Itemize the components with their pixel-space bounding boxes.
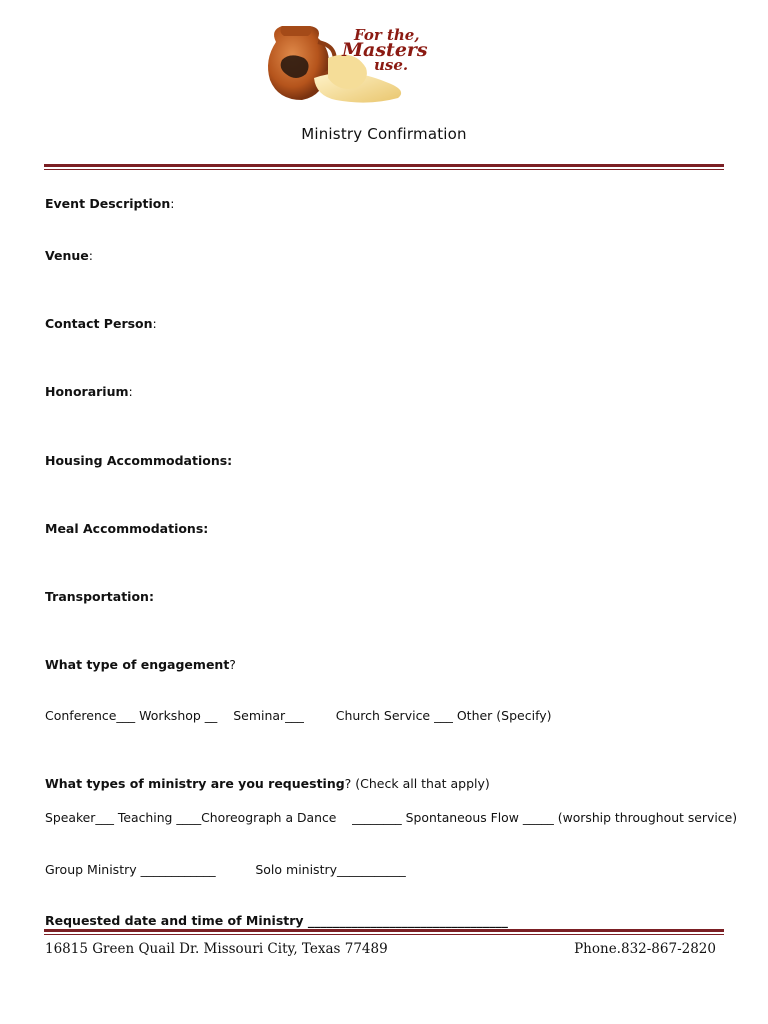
housing-field xyxy=(45,453,232,468)
engagement-options: Conference___ Workshop __ Seminar___ Church Service ___ Other (Specify) xyxy=(45,708,552,723)
venue-label: Venue xyxy=(45,248,89,263)
engagement-suffix: ? xyxy=(229,657,236,672)
footer-divider xyxy=(44,929,724,935)
engagement-question xyxy=(45,657,236,672)
logo-text xyxy=(342,28,446,73)
meal-label: Meal Accommodations: xyxy=(45,521,209,536)
footer-address: 16815 Green Quail Dr. Missouri City, Texas 77489 xyxy=(45,941,388,957)
ministry-types-label: What types of ministry are you requesting xyxy=(45,776,345,791)
requested-date-field xyxy=(45,913,508,928)
venue-suffix: : xyxy=(88,248,93,263)
contact-person-field xyxy=(45,316,157,331)
transportation-field xyxy=(45,589,154,604)
logo-text-line-3: use. xyxy=(374,56,409,74)
logo-text-line-1: For the, xyxy=(354,26,420,44)
ministry-types-question xyxy=(45,776,490,791)
venue-field xyxy=(45,248,93,263)
engagement-label: What type of engagement xyxy=(45,657,230,672)
footer-phone: Phone.832-867-2820 xyxy=(574,941,716,957)
transportation-label: Transportation: xyxy=(45,589,154,604)
logo-text-line-2: Masters xyxy=(342,39,428,61)
meal-field xyxy=(45,521,208,536)
requested-date-label: Requested date and time of Ministry ________________________________ xyxy=(45,913,508,928)
ministry-options: Speaker___ Teaching ____Choreograph a Dance ________ Spontaneous Flow _____ (worship throughout service) xyxy=(45,810,738,825)
honorarium-label: Honorarium xyxy=(45,384,129,399)
header-divider xyxy=(44,164,724,170)
event-description-label: Event Description xyxy=(45,196,171,211)
event-description-field xyxy=(45,196,174,211)
honorarium-suffix: : xyxy=(128,384,133,399)
group-solo-options: Group Ministry ____________ Solo ministry___________ xyxy=(45,862,406,877)
ministry-types-suffix: ? (Check all that apply) xyxy=(344,776,490,791)
contact-person-suffix: : xyxy=(152,316,157,331)
clay-pitcher-logo xyxy=(258,8,444,120)
housing-label: Housing Accommodations: xyxy=(45,453,233,468)
contact-person-label: Contact Person xyxy=(45,316,153,331)
event-description-suffix: : xyxy=(170,196,175,211)
honorarium-field xyxy=(45,384,133,399)
page-title: Ministry Confirmation xyxy=(301,125,467,143)
